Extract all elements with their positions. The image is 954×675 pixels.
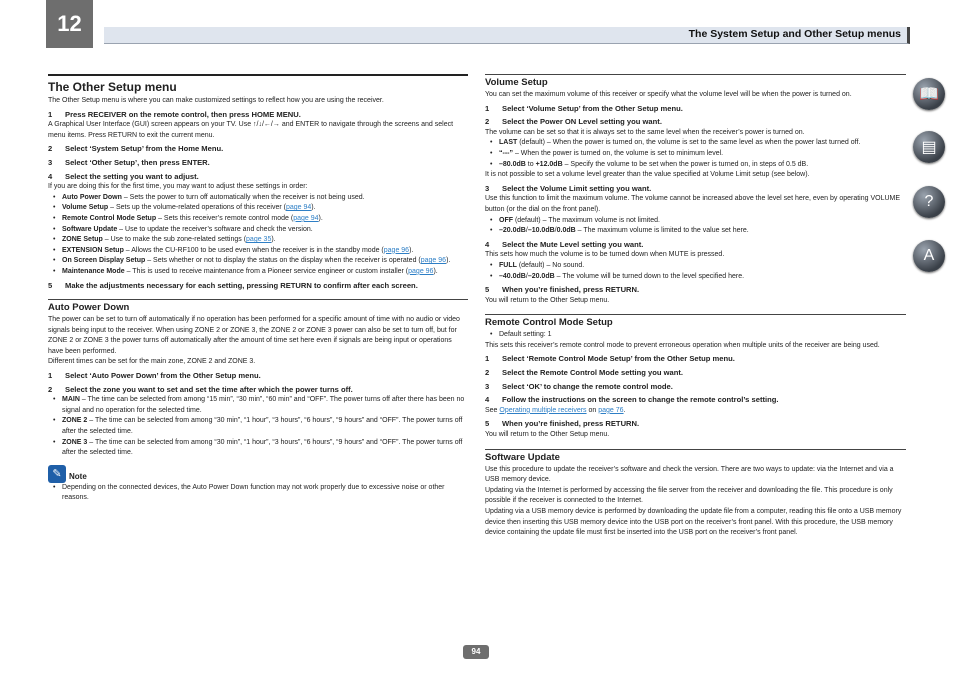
sw-paragraph: Updating via the Internet is performed by accessing the file server from the receiver and downloading the file. This procedure is only possible if the receiver is connected to the Internet. [485,486,893,505]
power-on-level-list [485,138,906,170]
note-icon: ✎ [48,465,66,483]
settings-list [48,193,468,278]
note-title: Note [69,472,87,482]
page-link[interactable]: page 96 [408,267,434,275]
list-item: • ZONE 2 – The time can be selected from among “30 min”, “1 hour”, “3 hours”, “6 hours”, “9 hours” and “OFF”. The power turns off after the selected time. [48,416,468,437]
zone-list [48,395,468,459]
list-item: • Remote Control Mode Setup – Sets this receiver’s remote control mode (page 94). [48,214,468,225]
list-item: • LAST (default) – When the power is turned on, the volume is set to the same level as when the power last turned off. [485,138,906,149]
page-link[interactable]: page 35 [246,236,272,244]
chapter-number: 12 [46,0,93,48]
step-4-desc: If you are doing this for the first time, you may want to adjust these settings in order: [48,183,308,191]
list-item: • “---” – When the power is turned on, the volume is set to minimum level. [485,149,906,160]
question-icon[interactable]: ? [913,186,945,218]
rc-step-4: 4 Follow the instructions on the screen to change the remote control’s setting. [485,395,779,405]
vol-step-2-desc: The volume can be set so that it is always set to the same level when the receiver’s power is turned on. [485,128,805,136]
sw-paragraph: Use this procedure to update the receiver’s software and check the version. There are two ways to update: via the Internet and via a USB memory device. [485,465,894,484]
vol-step-3: 3 Select the Volume Limit setting you want. [485,183,652,193]
right-column [485,74,906,539]
sw-paragraph: Updating via a USB memory device is performed by downloading the update file from a computer, reading this file onto a USB memory device then inserting this USB memory device into the USB port on the receiver’s front panel. With this procedure, the USB memory device containing the update file must first be inserted into the USB port on the receiver’s front panel. [485,508,902,537]
auto-power-down-heading: Auto Power Down [48,299,468,314]
list-item: • –80.0dB to +12.0dB – Specify the volume to be set when the power is turned on, in steps of 0.5 dB. [485,160,906,171]
vol-step-2: 2 Select the Power ON Level setting you want. [485,117,662,127]
step-1-desc: A Graphical User Interface (GUI) screen appears on your TV. Use ↑/↓/←/→ and ENTER to navigate through the screens and select menu items. Press RETURN to exit the current menu. [48,121,454,139]
list-item: • MAIN – The time can be selected from among “15 min”, “30 min”, “60 min” and “OFF”. The power turns off after there has been no signal and no operation for the selected time. [48,395,468,416]
page-link[interactable]: page 94 [293,214,319,222]
list-item: • Depending on the connected devices, the Auto Power Down function may not work properly due to excessive noise or other reasons. [48,483,468,504]
operating-multiple-receivers-link[interactable]: Operating multiple receivers [499,406,587,414]
volume-limit-list [485,216,906,237]
header-bar [104,27,910,44]
rc-step-3: 3 Select ‘OK’ to change the remote control mode. [485,381,673,391]
rc-desc: This sets this receiver’s remote control mode to prevent erroneous operation when multiple units of the receiver are being used. [485,341,880,349]
list-item: • Volume Setup – Sets up the volume-related operations of this receiver (page 94). [48,203,468,214]
list-item: • EXTENSION Setup – Allows the CU-RF100 to be used even when the receiver is in the standby mode (page 96). [48,246,468,257]
remote-control-mode-heading: Remote Control Mode Setup [485,314,906,329]
list-item: • Maintenance Mode – This is used to receive maintenance from a Pioneer service engineer or custom installer (page 96). [48,267,468,278]
step-3: 3 Select ‘Other Setup’, then press ENTER. [48,157,210,167]
rc-see: See Operating multiple receivers on page 76. [485,406,626,414]
vol-step-3-desc: Use this function to limit the maximum volume. The volume cannot be increased above the level set here, even by operating VOLUME button (or the dial on the front panel). [485,195,901,213]
rc-default-list [485,330,906,341]
list-item: • ZONE 3 – The time can be selected from among “30 min”, “1 hour”, “3 hours”, “6 hours”, “9 hours” and “OFF”. The power turns off after the selected time. [48,438,468,459]
apd-step-1: 1 Select ‘Auto Power Down’ from the Other Setup menu. [48,371,261,381]
return-text: You will return to the Other Setup menu. [485,431,610,439]
page-link[interactable]: page 96 [383,246,410,254]
list-item: • On Screen Display Setup – Sets whether or not to display the status on the display when the receiver is operated (page 96). [48,256,468,267]
apd-step-2: 2 Select the zone you want to set and set the time after which the power turns off. [48,384,353,394]
apd-paragraph: The power can be set to turn off automatically if no operation has been performed for a specific amount of time with no audio or video signals being input to the receiver. When using ZONE 2 or ZONE 3, the ZONE 2 or ZONE 3 power can also be set to turn off, but for ZONE 2 or ZONE 3 the power turns off automatically after the amount of time set here even if signals are being input or operations have been performed. [48,316,460,355]
page-number: 94 [463,645,489,659]
vol-intro: You can set the maximum volume of this receiver or specify what the volume level will be when the power is turned on. [485,91,852,98]
page-link[interactable]: page 76 [598,406,624,414]
list-item: • OFF (default) – The maximum volume is not limited. [485,216,906,227]
note-header [48,465,468,483]
list-item: • –20.0dB/–10.0dB/0.0dB – The maximum volume is limited to the value set here. [485,226,906,237]
mute-level-list [485,261,906,282]
step-5: 5 Make the adjustments necessary for each setting, pressing RETURN to confirm after each screen. [48,280,418,290]
step-2: 2 Select ‘System Setup’ from the Home Menu. [48,144,224,154]
vol-step-4-desc: This sets how much the volume is to be turned down when MUTE is pressed. [485,251,725,259]
vol-step-4: 4 Select the Mute Level setting you want. [485,239,644,249]
book-icon[interactable]: 📖 [913,78,945,110]
volume-setup-heading: Volume Setup [485,74,906,89]
step-1: 1 Press RECEIVER on the remote control, then press HOME MENU. [48,109,301,119]
list-item: • Auto Power Down – Sets the power to turn off automatically when the receiver is not being used. [48,193,468,204]
rc-step-2: 2 Select the Remote Control Mode setting you want. [485,368,684,378]
list-item: • FULL (default) – No sound. [485,261,906,272]
rc-step-1: 1 Select ‘Remote Control Mode Setup’ from the Other Setup menu. [485,354,735,364]
page-link[interactable]: page 96 [420,257,447,265]
return-text: You will return to the Other Setup menu. [485,296,610,304]
list-item: • Default setting: 1 [485,330,906,341]
left-column [48,74,468,504]
rc-step-5: 5 When you’re finished, press RETURN. [485,419,640,429]
software-update-heading: Software Update [485,449,906,464]
step-4: 4 Select the setting you want to adjust. [48,171,199,181]
page-link[interactable]: page 94 [285,204,312,212]
list-item: • –40.0dB/–20.0dB – The volume will be turned down to the level specified here. [485,272,906,283]
apd-paragraph: Different times can be set for the main zone, ZONE 2 and ZONE 3. [48,358,256,366]
vol-step-1: 1 Select ‘Volume Setup’ from the Other Setup menu. [485,103,683,113]
list-item: • ZONE Setup – Use to make the sub zone-related settings (page 35). [48,235,468,246]
remote-icon[interactable]: ▤ [913,131,945,163]
index-icon[interactable]: A [913,240,945,272]
header-title: The System Setup and Other Setup menus [688,28,901,40]
vol-limit-note: It is not possible to set a volume level greater than the value specified at Volume Limit setup (see below). [485,171,810,179]
list-item: • Software Update – Use to update the receiver’s software and check the version. [48,225,468,236]
vol-step-5: 5 When you’re finished, press RETURN. [485,285,640,295]
intro-text: The Other Setup menu is where you can make customized settings to reflect how you are using the receiver. [48,97,384,104]
note-list [48,483,468,504]
section-title: The Other Setup menu [48,74,468,94]
